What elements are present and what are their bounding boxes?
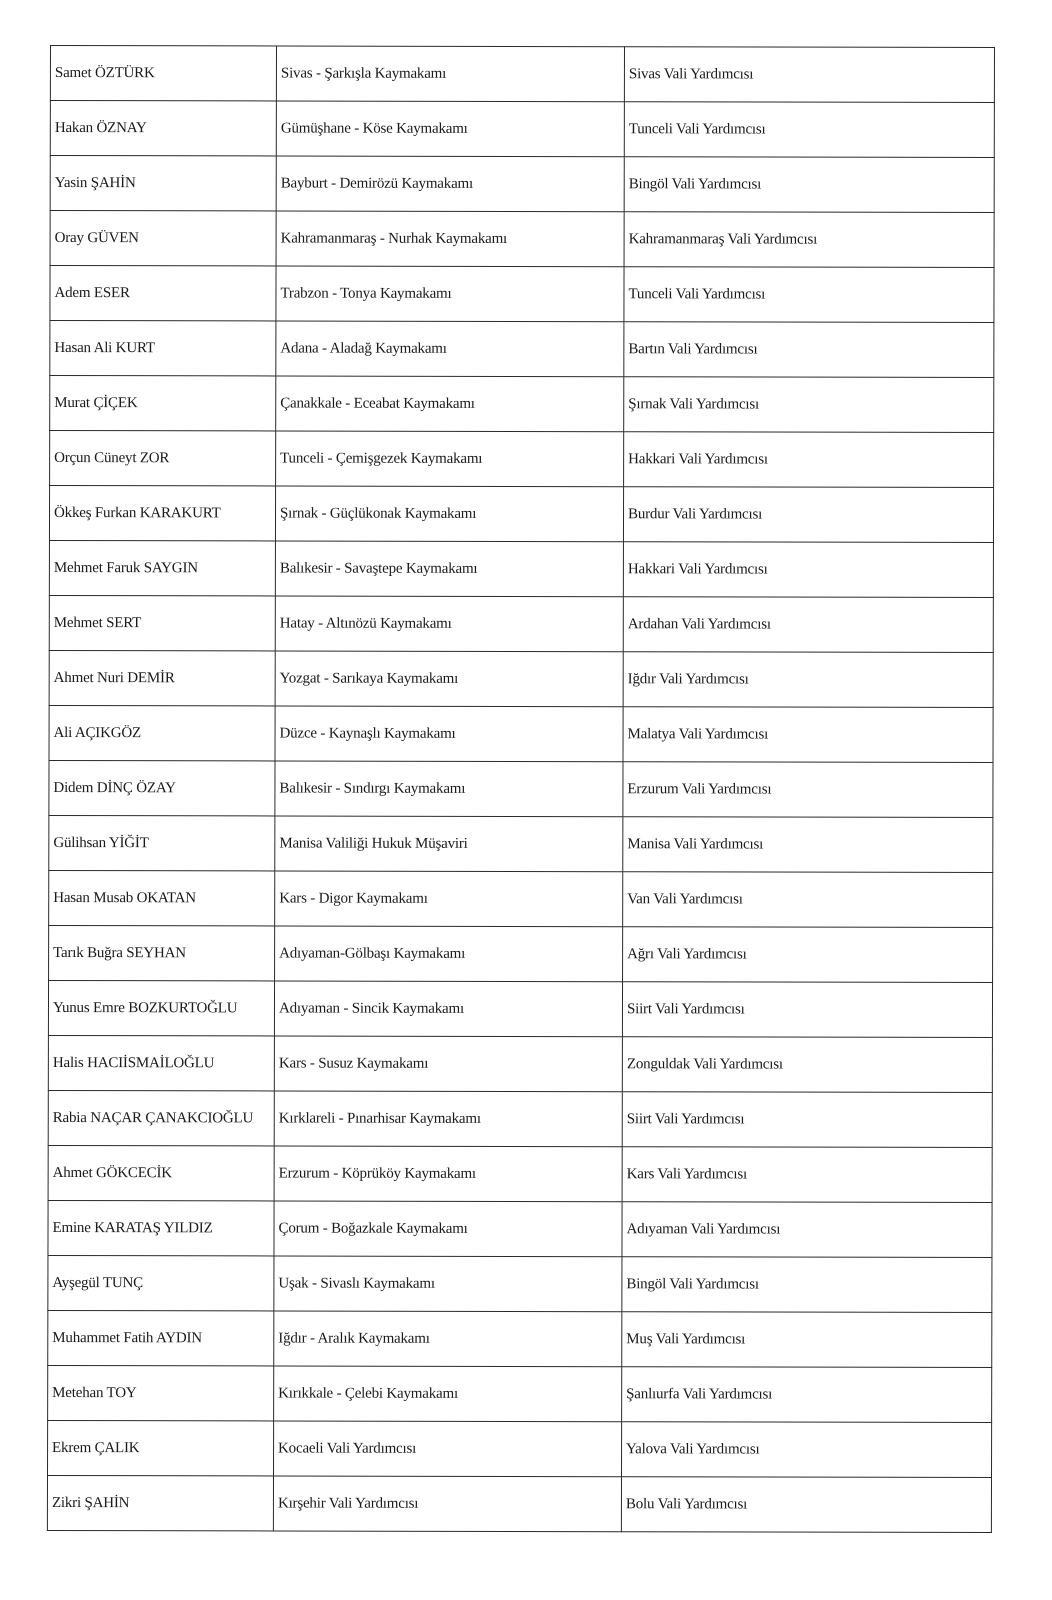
- table-row: [50, 101, 994, 158]
- table-row: [49, 925, 993, 982]
- new-post-cell: Bingöl Vali Yardımcısı: [624, 157, 994, 213]
- current-post-cell: Adıyaman-Gölbaşı Kaymakamı: [275, 926, 623, 982]
- table-row: [48, 1145, 992, 1202]
- new-post-cell: Bartın Vali Yardımcısı: [624, 322, 994, 378]
- new-post-cell: Bingöl Vali Yardımcısı: [622, 1257, 992, 1313]
- current-post-cell: Uşak - Sivaslı Kaymakamı: [274, 1256, 622, 1312]
- new-post-cell: Van Vali Yardımcısı: [623, 872, 993, 928]
- person-name-cell: Hasan Musab OKATAN: [49, 870, 275, 925]
- person-name-cell: Hasan Ali KURT: [50, 321, 276, 376]
- table-row: [48, 1310, 992, 1367]
- table-row: [48, 1420, 992, 1477]
- table-row: [49, 760, 993, 817]
- current-post-cell: Hatay - Altınözü Kaymakamı: [275, 596, 623, 652]
- person-name-cell: Tarık Buğra SEYHAN: [49, 925, 275, 980]
- person-name-cell: Mehmet Faruk SAYGIN: [49, 540, 275, 595]
- table-row: [48, 1200, 992, 1257]
- new-post-cell: Siirt Vali Yardımcısı: [622, 982, 992, 1038]
- new-post-cell: Ardahan Vali Yardımcısı: [623, 597, 993, 653]
- person-name-cell: Yasin ŞAHİN: [50, 156, 276, 211]
- new-post-cell: Bolu Vali Yardımcısı: [621, 1477, 991, 1533]
- current-post-cell: Iğdır - Aralık Kaymakamı: [274, 1311, 622, 1367]
- table-row: [47, 1475, 991, 1532]
- person-name-cell: Gülihsan YİĞİT: [49, 815, 275, 870]
- new-post-cell: Hakkari Vali Yardımcısı: [624, 432, 994, 488]
- current-post-cell: Adıyaman - Sincik Kaymakamı: [274, 981, 622, 1037]
- table-row: [50, 321, 994, 378]
- new-post-cell: Tunceli Vali Yardımcısı: [624, 267, 994, 323]
- current-post-cell: Kars - Digor Kaymakamı: [275, 871, 623, 927]
- new-post-cell: Erzurum Vali Yardımcısı: [623, 762, 993, 818]
- table-row: [50, 266, 994, 323]
- current-post-cell: Erzurum - Köprüköy Kaymakamı: [274, 1146, 622, 1202]
- new-post-cell: Ağrı Vali Yardımcısı: [623, 927, 993, 983]
- new-post-cell: Hakkari Vali Yardımcısı: [623, 542, 993, 598]
- table-row: [48, 1255, 992, 1312]
- current-post-cell: Manisa Valiliği Hukuk Müşaviri: [275, 816, 623, 872]
- current-post-cell: Çorum - Boğazkale Kaymakamı: [274, 1201, 622, 1257]
- person-name-cell: Zikri ŞAHİN: [47, 1475, 273, 1530]
- current-post-cell: Adana - Aladağ Kaymakamı: [276, 321, 624, 377]
- current-post-cell: Kırklareli - Pınarhisar Kaymakamı: [274, 1091, 622, 1147]
- new-post-cell: Sivas Vali Yardımcısı: [624, 47, 994, 103]
- new-post-cell: Şırnak Vali Yardımcısı: [624, 377, 994, 433]
- current-post-cell: Kars - Susuz Kaymakamı: [274, 1036, 622, 1092]
- table-row: [49, 650, 993, 707]
- person-name-cell: Ahmet GÖKCECİK: [48, 1145, 274, 1200]
- new-post-cell: Kahramanmaraş Vali Yardımcısı: [624, 212, 994, 268]
- table-row: [49, 705, 993, 762]
- person-name-cell: Rabia NAÇAR ÇANAKCIOĞLU: [48, 1090, 274, 1145]
- current-post-cell: Balıkesir - Sındırgı Kaymakamı: [275, 761, 623, 817]
- new-post-cell: Burdur Vali Yardımcısı: [623, 487, 993, 543]
- table-row: [49, 815, 993, 872]
- person-name-cell: Samet ÖZTÜRK: [50, 46, 276, 101]
- current-post-cell: Şırnak - Güçlükonak Kaymakamı: [275, 486, 623, 542]
- table-row: [48, 1090, 992, 1147]
- new-post-cell: Zonguldak Vali Yardımcısı: [622, 1037, 992, 1093]
- person-name-cell: Halis HACIİSMAİLOĞLU: [48, 1035, 274, 1090]
- current-post-cell: Trabzon - Tonya Kaymakamı: [276, 266, 624, 322]
- person-name-cell: Yunus Emre BOZKURTOĞLU: [48, 980, 274, 1035]
- person-name-cell: Muhammet Fatih AYDIN: [48, 1310, 274, 1365]
- table-row: [48, 1365, 992, 1422]
- new-post-cell: Siirt Vali Yardımcısı: [622, 1092, 992, 1148]
- table-row: [48, 1035, 992, 1092]
- new-post-cell: Iğdır Vali Yardımcısı: [623, 652, 993, 708]
- current-post-cell: Tunceli - Çemişgezek Kaymakamı: [276, 431, 624, 487]
- person-name-cell: Hakan ÖZNAY: [50, 101, 276, 156]
- table-row: [50, 431, 994, 488]
- table-row: [49, 540, 993, 597]
- current-post-cell: Balıkesir - Savaştepe Kaymakamı: [275, 541, 623, 597]
- table-row: [49, 595, 993, 652]
- person-name-cell: Ekrem ÇALIK: [48, 1420, 274, 1475]
- table-row: [48, 980, 992, 1037]
- new-post-cell: Adıyaman Vali Yardımcısı: [622, 1202, 992, 1258]
- current-post-cell: Düzce - Kaynaşlı Kaymakamı: [275, 706, 623, 762]
- table-row: [49, 870, 993, 927]
- appointments-table-body: [47, 46, 994, 1533]
- current-post-cell: Kırşehir Vali Yardımcısı: [273, 1476, 621, 1532]
- current-post-cell: Bayburt - Demirözü Kaymakamı: [276, 156, 624, 212]
- new-post-cell: Muş Vali Yardımcısı: [622, 1312, 992, 1368]
- current-post-cell: Gümüşhane - Köse Kaymakamı: [276, 101, 624, 157]
- new-post-cell: Yalova Vali Yardımcısı: [622, 1422, 992, 1478]
- table-row: [50, 156, 994, 213]
- current-post-cell: Kahramanmaraş - Nurhak Kaymakamı: [276, 211, 624, 267]
- current-post-cell: Sivas - Şarkışla Kaymakamı: [276, 46, 624, 102]
- current-post-cell: Çanakkale - Eceabat Kaymakamı: [276, 376, 624, 432]
- current-post-cell: Kırıkkale - Çelebi Kaymakamı: [274, 1366, 622, 1422]
- person-name-cell: Ökkeş Furkan KARAKURT: [49, 486, 275, 541]
- new-post-cell: Tunceli Vali Yardımcısı: [624, 102, 994, 158]
- table-row: [49, 486, 993, 543]
- person-name-cell: Orçun Cüneyt ZOR: [50, 431, 276, 486]
- table-row: [50, 376, 994, 433]
- person-name-cell: Metehan TOY: [48, 1365, 274, 1420]
- person-name-cell: Murat ÇİÇEK: [50, 376, 276, 431]
- new-post-cell: Şanlıurfa Vali Yardımcısı: [622, 1367, 992, 1423]
- person-name-cell: Mehmet SERT: [49, 595, 275, 650]
- person-name-cell: Ali AÇIKGÖZ: [49, 705, 275, 760]
- person-name-cell: Oray GÜVEN: [50, 211, 276, 266]
- person-name-cell: Ayşegül TUNÇ: [48, 1255, 274, 1310]
- person-name-cell: Emine KARATAŞ YILDIZ: [48, 1200, 274, 1255]
- new-post-cell: Manisa Vali Yardımcısı: [623, 817, 993, 873]
- current-post-cell: Kocaeli Vali Yardımcısı: [274, 1421, 622, 1477]
- appointments-table: [47, 45, 995, 1533]
- person-name-cell: Didem DİNÇ ÖZAY: [49, 760, 275, 815]
- person-name-cell: Adem ESER: [50, 266, 276, 321]
- table-row: [50, 46, 994, 103]
- person-name-cell: Ahmet Nuri DEMİR: [49, 650, 275, 705]
- table-row: [50, 211, 994, 268]
- new-post-cell: Malatya Vali Yardımcısı: [623, 707, 993, 763]
- current-post-cell: Yozgat - Sarıkaya Kaymakamı: [275, 651, 623, 707]
- new-post-cell: Kars Vali Yardımcısı: [622, 1147, 992, 1203]
